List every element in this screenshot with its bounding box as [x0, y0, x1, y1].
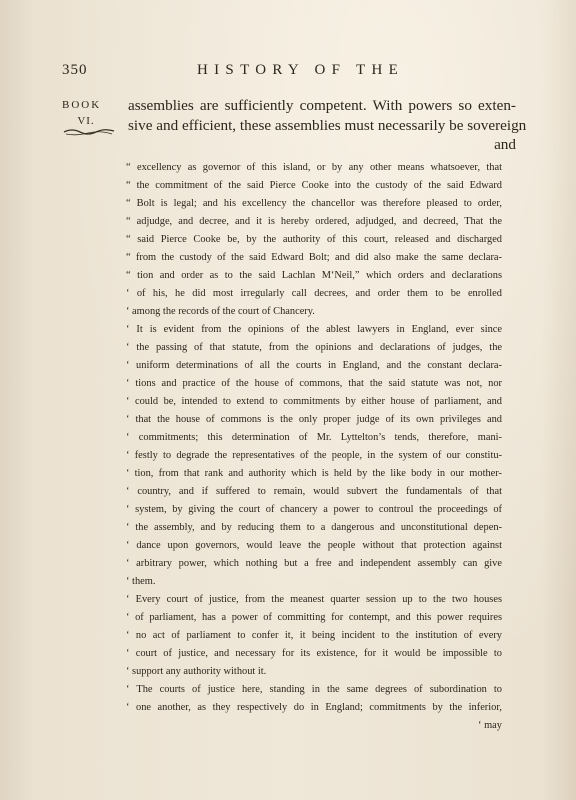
- running-head: [0, 62, 576, 84]
- quote-line: ‘ could be, intended to extend to commitments by either house of parliament, and: [126, 396, 502, 407]
- quote-line: ‘ tion, from that rank and authority which is held by the like body in our mother-: [126, 468, 502, 479]
- quote-line: “ adjudge, and decree, and it is hereby ordered, adjudged, and decreed, That the: [126, 216, 502, 227]
- catchword: and: [494, 136, 516, 153]
- quote-line: “ Bolt is legal; and his excellency the chancellor was therefore pleased to order,: [126, 198, 502, 209]
- quote-line: ‘ among the records of the court of Chancery.: [126, 306, 315, 317]
- quote-line: ‘ festly to degrade the representatives of the people, in the system of our constitu-: [126, 450, 502, 461]
- quote-line: “ the commitment of the said Pierce Cooke into the custody of the said Edward: [126, 180, 502, 191]
- quote-line: ‘ Every court of justice, from the meanest quarter session up to the two houses: [126, 594, 502, 605]
- quote-line: ‘ It is evident from the opinions of the ablest lawyers in England, ever since: [126, 324, 502, 335]
- book-label: BOOK: [62, 99, 102, 111]
- quote-line: “ said Pierce Cooke be, by the authority of this court, released and discharged: [126, 234, 502, 245]
- quote-line: “ from the custody of the said Edward Bolt; and did also make the same declara-: [126, 252, 502, 263]
- quote-line: ‘ system, by giving the court of chancery a power to controul the proceedings of: [126, 504, 502, 515]
- quote-line: ‘ no act of parliament to confer it, it being incident to the institution of every: [126, 630, 502, 641]
- quoted-text: [126, 159, 502, 735]
- quote-line: ‘ court of justice, and necessary for its existence, for it would be impossible to: [126, 648, 502, 659]
- quote-line: ‘ country, and if suffered to remain, would subvert the fundamentals of that: [126, 486, 502, 497]
- quote-line: ‘ arbitrary power, which nothing but a free and independent assembly can give: [126, 558, 502, 569]
- quote-line: ‘ one another, as they respectively do in England; commitments by the inferior,: [126, 702, 502, 713]
- quote-line: ‘ support any authority without it.: [126, 666, 267, 677]
- quote-line: “ excellency as governor of this island, or by any other means whatsoever, that: [126, 162, 502, 173]
- quote-line: ‘ dance upon governors, would leave the people without that protection against: [126, 540, 502, 551]
- main-text: [128, 96, 527, 155]
- quote-line: ‘ them.: [126, 576, 156, 587]
- main-text-line: assemblies are sufficiently competent. With powers so exten-: [128, 97, 516, 114]
- running-title: HISTORY OF THE: [197, 62, 405, 78]
- quote-line: ‘ the assembly, and by reducing them to a dangerous and unconstitutional depen-: [126, 522, 502, 533]
- flourish-ornament: [62, 126, 118, 138]
- quote-line: ‘ commitments; this determination of Mr. Lyttelton’s tends, therefore, mani-: [126, 432, 502, 443]
- quote-line: “ tion and order as to the said Lachlan M‘Neil,” which orders and declarations: [126, 270, 502, 281]
- catchword: ‘ may: [478, 720, 502, 731]
- quote-line: ‘ tions and practice of the house of commons, that the said statute was not, nor: [126, 378, 502, 389]
- quote-line: ‘ the passing of that statute, from the opinions and declarations of judges, the: [126, 342, 502, 353]
- page-number: 350: [62, 62, 88, 78]
- quote-line: ‘ of his, he did most irregularly call decrees, and order them to be enrolled: [126, 288, 502, 299]
- quote-line: ‘ that the house of commons is the only proper judge of its own privileges and: [126, 414, 502, 425]
- book-number: VI.: [77, 115, 95, 127]
- quote-line: ‘ uniform determinations of all the courts in England, and the constant declara-: [126, 360, 502, 371]
- quote-line: ‘ of parliament, has a power of committing for contempt, and this power requires: [126, 612, 502, 623]
- quote-line: ‘ The courts of justice here, standing in the same degrees of subordination to: [126, 684, 502, 695]
- main-text-line: sive and efficient, these assemblies must necessarily be sovereign: [128, 116, 527, 134]
- book-marker: [62, 98, 120, 128]
